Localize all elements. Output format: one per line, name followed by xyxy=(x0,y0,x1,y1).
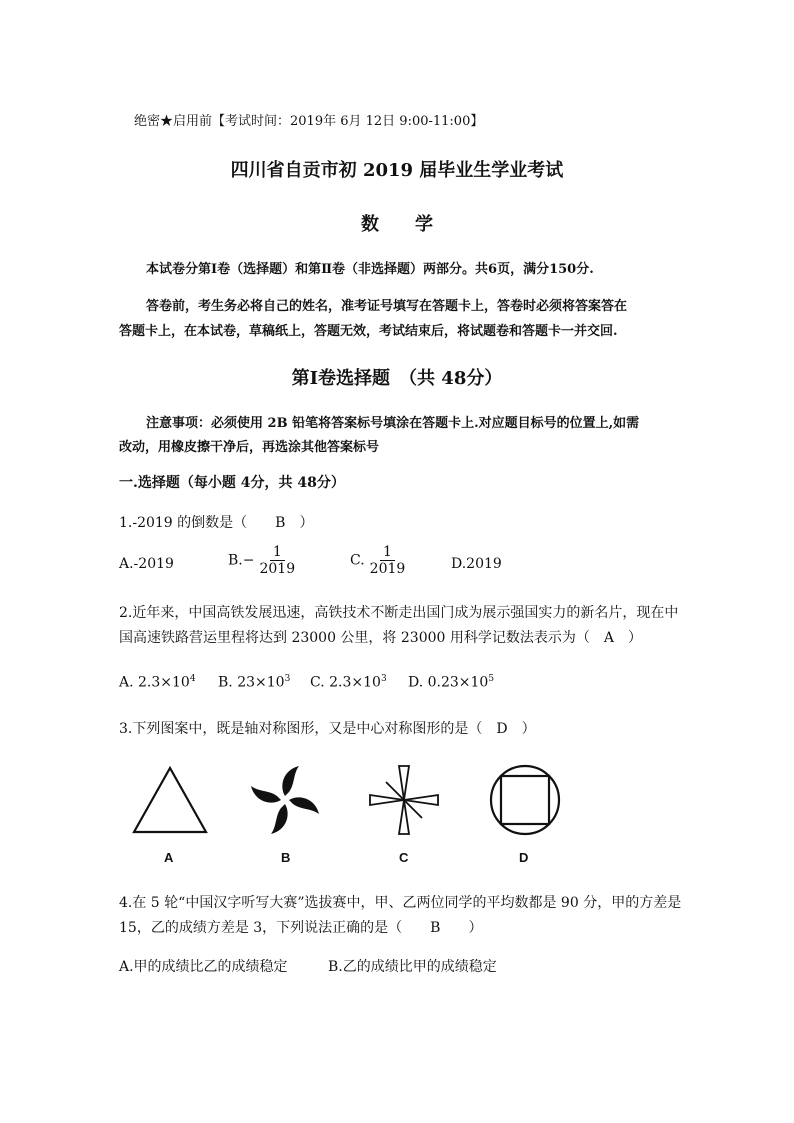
q4-line-1: 4.在 5 轮“中国汉字听写大赛”选拔赛中，甲、乙两位同学的平均数都是 90 分，甲的方差是 xyxy=(119,895,682,911)
q4-option-b: B.乙的成绩比甲的成绩稳定 xyxy=(328,959,497,975)
q1-option-c-prefix: C. xyxy=(350,552,365,569)
figure-label-d: D xyxy=(519,850,529,865)
q1-option-b-sign: − xyxy=(242,552,255,569)
secret-line: 绝密★启用前【考试时间：2019年 6月 12日 9:00-11:00】 xyxy=(134,114,484,129)
q1-option-a: A.-2019 xyxy=(119,556,174,572)
section-1-note-2: 改动，用橡皮擦干净后，再选涂其他答案标号 xyxy=(119,440,380,455)
q1-option-c-fraction xyxy=(367,544,409,577)
q1-option-b-denominator: 2019 xyxy=(259,561,296,578)
q2-line-1: 2.近年来，中国高铁发展迅速，高铁技术不断走出国门成为展示强国实力的新名片，现在中 xyxy=(119,605,679,621)
q1-option-d: D.2019 xyxy=(451,556,502,572)
q1-option-b xyxy=(228,544,300,577)
q2-option-a-base: A. 2.3×10 xyxy=(119,674,190,691)
q2-option-d-base: D. 0.23×10 xyxy=(408,674,489,691)
section-1-title: 第Ⅰ卷选择题 （共 48分） xyxy=(291,368,503,389)
q4-line-2: 15，乙的成绩方差是 3，下列说法正确的是（ B ） xyxy=(119,920,483,936)
figure-d-circle-square xyxy=(491,766,559,834)
q2-option-a xyxy=(119,674,196,691)
q2-option-d xyxy=(408,674,494,691)
q2-line-2: 国高速铁路营运里程将达到 23000 公里，将 23000 用科学记数法表示为（ A ） xyxy=(119,630,642,646)
figure-label-a: A xyxy=(164,850,174,865)
exam-title: 四川省自贡市初 2019 届毕业生学业考试 xyxy=(230,160,564,181)
intro-line-2: 答卷前，考生务必将自己的姓名，准考证号填写在答题卡上，答卷时必须将答案答在 xyxy=(146,299,628,314)
subject-title: 数 学 xyxy=(361,214,433,235)
q2-option-c xyxy=(310,674,387,691)
q1-option-b-numerator: 1 xyxy=(270,544,285,561)
q2-option-a-exponent: 4 xyxy=(189,674,196,684)
q1-option-c-numerator: 1 xyxy=(380,544,395,561)
q4-option-a: A.甲的成绩比乙的成绩稳定 xyxy=(119,959,288,975)
figure-label-b: B xyxy=(281,850,291,865)
figure-c-triangle-pinwheel xyxy=(370,766,438,834)
part-1-heading: 一.选择题（每小题 4分，共 48分） xyxy=(119,475,345,491)
q1-option-b-prefix: B. xyxy=(228,552,243,569)
q2-option-b-exponent: 3 xyxy=(284,674,291,684)
q3-stem: 3.下列图案中，既是轴对称图形，又是中心对称图形的是（ D ） xyxy=(119,721,536,737)
section-1-note-1: 注意事项：必须使用 2B 铅笔将答案标号填涂在答题卡上.对应题目标号的位置上,如需 xyxy=(146,416,640,431)
q1-option-c xyxy=(350,544,410,577)
q1-option-c-denominator: 2019 xyxy=(369,561,406,578)
q2-option-c-exponent: 3 xyxy=(380,674,387,684)
q2-option-b xyxy=(218,674,290,691)
q2-option-d-exponent: 5 xyxy=(488,674,495,684)
q1-stem: 1.-2019 的倒数是（ B ） xyxy=(119,515,314,531)
figure-a-triangle xyxy=(134,768,206,832)
q3-figures xyxy=(125,760,595,850)
q2-option-b-base: B. 23×10 xyxy=(218,674,285,691)
q1-option-b-fraction xyxy=(256,544,298,577)
figure-label-c: C xyxy=(399,850,409,865)
intro-line-3: 答题卡上，在本试卷，草稿纸上，答题无效，考试结束后，将试题卷和答题卡一并交回. xyxy=(119,324,618,339)
intro-line-1: 本试卷分第Ⅰ卷（选择题）和第Ⅱ卷（非选择题）两部分。共6页，满分150分. xyxy=(146,262,594,277)
q2-option-c-base: C. 2.3×10 xyxy=(310,674,381,691)
figure-b-pinwheel xyxy=(251,766,319,834)
